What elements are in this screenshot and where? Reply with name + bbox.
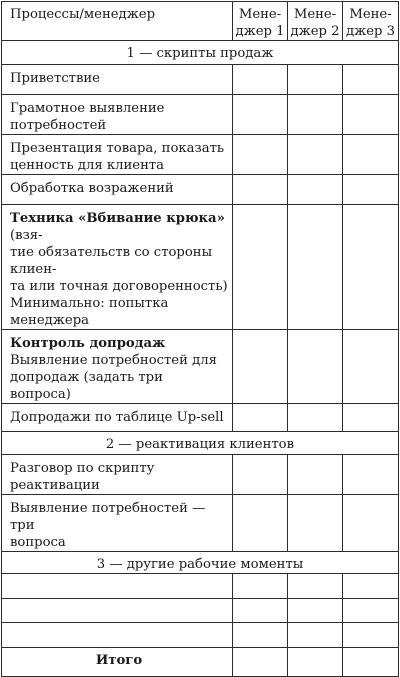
score-cell-manager-3[interactable] [343,574,399,599]
table-row [2,205,399,330]
score-cell-manager-2[interactable] [288,205,343,330]
process-text-line-2: тие обязательств со стороны клиен- [10,245,213,277]
score-cell-manager-2[interactable] [288,599,343,623]
table-row [2,135,399,175]
score-cell-manager-3[interactable] [343,135,399,175]
manager-checklist-table [1,1,399,677]
total-cell-manager-1[interactable] [233,648,288,677]
score-cell-manager-1[interactable] [233,65,288,95]
process-cell-empty[interactable] [2,599,233,623]
total-row [2,648,399,677]
process-text-line-1 [10,210,228,244]
table-row [2,65,399,95]
score-cell-manager-2[interactable] [288,135,343,175]
score-cell-manager-3[interactable] [343,495,399,552]
total-label: Итого [2,648,233,677]
header-process-manager: Процессы/менеджер [2,2,233,41]
score-cell-manager-3[interactable] [343,455,399,495]
process-text-line-2: вопроса [10,535,66,550]
table-row [2,95,399,135]
score-cell-manager-1[interactable] [233,599,288,623]
process-cell [2,65,233,95]
process-cell [2,175,233,205]
table-row [2,330,399,404]
section-row [2,552,399,574]
section-title-other-work: 3 — другие рабочие моменты [2,552,399,574]
process-text-line-3: та или точная договоренность) [10,279,228,294]
process-text-line-3: допродаж (задать три вопроса) [10,370,163,402]
process-cell-empty[interactable] [2,574,233,599]
process-text: Обработка возражений [10,181,174,196]
manager-3-line-2: джер 3 [345,24,396,39]
process-cell [2,135,233,175]
score-cell-manager-1[interactable] [233,330,288,404]
process-text-line-4: Минимально: попытка менеджера [10,296,169,328]
process-cell [2,205,233,330]
process-cell [2,330,233,404]
score-cell-manager-1[interactable] [233,455,288,495]
score-cell-manager-1[interactable] [233,205,288,330]
score-cell-manager-3[interactable] [343,175,399,205]
score-cell-manager-3[interactable] [343,599,399,623]
score-cell-manager-2[interactable] [288,175,343,205]
score-cell-manager-3[interactable] [343,623,399,648]
process-cell [2,404,233,432]
score-cell-manager-1[interactable] [233,495,288,552]
manager-2-line-2: джер 2 [290,24,340,39]
score-cell-manager-2[interactable] [288,330,343,404]
header-row [2,2,399,41]
process-bold-lead: Техника «Вбивание крюка» [10,211,225,226]
score-cell-manager-2[interactable] [288,495,343,552]
header-manager-1 [233,2,288,41]
process-text-line-1: Презентация товара, показать [10,141,225,156]
process-cell [2,495,233,552]
section-title-client-reactivation: 2 — реактивация клиентов [2,432,399,455]
section-row [2,41,399,65]
section-title-sales-scripts: 1 — скрипты продаж [2,41,399,65]
manager-2-line-1: Мене- [293,7,337,22]
manager-3-line-1: Мене- [349,7,392,22]
header-manager-3 [343,2,399,41]
score-cell-manager-2[interactable] [288,65,343,95]
process-cell [2,455,233,495]
header-manager-2 [288,2,343,41]
process-cell-empty[interactable] [2,623,233,648]
score-cell-manager-2[interactable] [288,95,343,135]
table-row [2,404,399,432]
score-cell-manager-2[interactable] [288,574,343,599]
table-row [2,574,399,599]
score-cell-manager-3[interactable] [343,404,399,432]
manager-1-line-1: Мене- [238,7,282,22]
process-text: Грамотное выявление потребностей [10,101,165,133]
section-row [2,432,399,455]
process-text-continuation: (взя- [10,228,43,243]
process-text: Разговор по скрипту реактивации [10,461,155,493]
score-cell-manager-3[interactable] [343,95,399,135]
table-row [2,599,399,623]
total-cell-manager-2[interactable] [288,648,343,677]
score-cell-manager-1[interactable] [233,404,288,432]
score-cell-manager-1[interactable] [233,574,288,599]
table-row [2,623,399,648]
process-text-line-2: Выявление потребностей для [10,353,217,368]
score-cell-manager-1[interactable] [233,175,288,205]
process-text: Допродажи по таблице Up-sell [10,410,224,425]
score-cell-manager-1[interactable] [233,95,288,135]
process-text: Приветствие [10,71,100,86]
score-cell-manager-3[interactable] [343,65,399,95]
score-cell-manager-2[interactable] [288,404,343,432]
score-cell-manager-1[interactable] [233,623,288,648]
score-cell-manager-2[interactable] [288,623,343,648]
process-bold-lead: Контроль допродаж [10,336,166,351]
score-cell-manager-3[interactable] [343,330,399,404]
table-row [2,175,399,205]
score-cell-manager-3[interactable] [343,205,399,330]
process-text-line-1: Выявление потребностей — три [10,501,206,533]
table-row [2,455,399,495]
total-cell-manager-3[interactable] [343,648,399,677]
manager-1-line-2: джер 1 [235,24,285,39]
process-cell [2,95,233,135]
table-row [2,495,399,552]
score-cell-manager-1[interactable] [233,135,288,175]
score-cell-manager-2[interactable] [288,455,343,495]
process-text-line-2: ценность для клиента [10,158,165,173]
